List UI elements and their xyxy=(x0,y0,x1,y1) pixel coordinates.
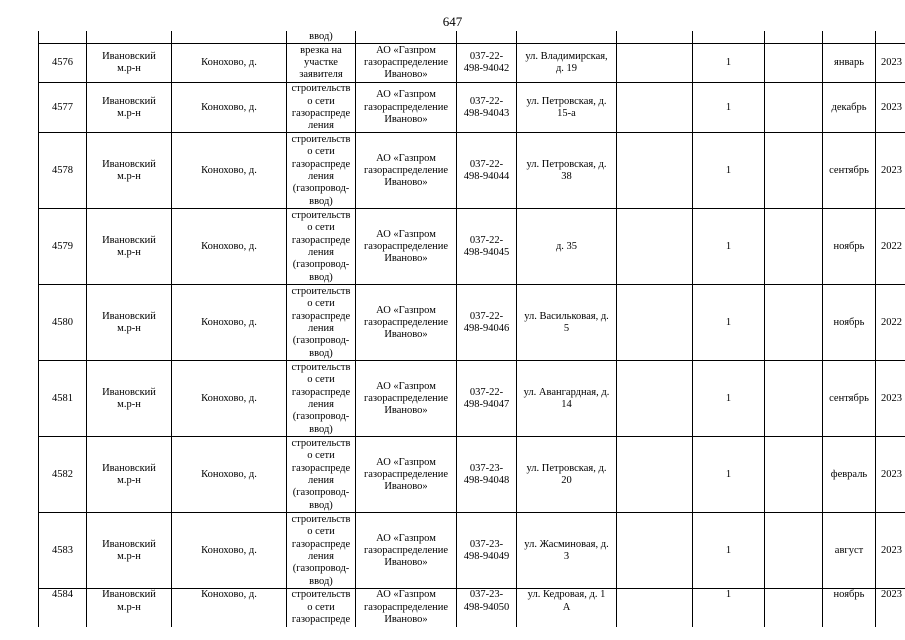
cell-district: Ивановский м.р-н xyxy=(87,513,172,589)
cell-qty: 1 xyxy=(693,285,765,361)
cell-address: ул. Петровская, д. 38 xyxy=(517,133,617,209)
cell-locality: Конохово, д. xyxy=(172,513,287,589)
cell-year: 2023 xyxy=(876,589,905,628)
table-row xyxy=(39,44,905,83)
cell-org: АО «Газпром газораспределение Иваново» xyxy=(356,285,457,361)
cell-org: АО «Газпром газораспределение Иваново» xyxy=(356,83,457,133)
cell-month: август xyxy=(823,513,876,589)
cell-address: ул. Кедровая, д. 1 А xyxy=(517,589,617,628)
cell-num: 4578 xyxy=(39,133,87,209)
cell-work: строительств о сети газораспреде xyxy=(287,589,356,628)
cell-code: 037-23- 498-94050 xyxy=(457,589,517,628)
cell-code: 037-22- 498-94045 xyxy=(457,209,517,285)
table-row xyxy=(39,209,905,285)
cell-empty xyxy=(617,44,693,83)
cell-year: 2022 xyxy=(876,285,905,361)
cell-address: ул. Петровская, д. 15-а xyxy=(517,83,617,133)
cell-qty: 1 xyxy=(693,83,765,133)
cell-month: ноябрь xyxy=(823,285,876,361)
continuation-row xyxy=(39,31,905,44)
cell-org: АО «Газпром газораспределение Иваново» xyxy=(356,209,457,285)
cell-org: АО «Газпром газораспределение Иваново» xyxy=(356,133,457,209)
cell-month: сентябрь xyxy=(823,133,876,209)
cell-year: 2022 xyxy=(876,209,905,285)
cell-work: строительств о сети газораспреде ления (газопровод- ввод) xyxy=(287,209,356,285)
cell-address: д. 35 xyxy=(517,209,617,285)
page-number: 647 xyxy=(442,14,463,29)
cell-num: 4577 xyxy=(39,83,87,133)
table-row xyxy=(39,83,905,133)
cell-locality: Конохово, д. xyxy=(172,44,287,83)
cell-code: 037-23- 498-94048 xyxy=(457,437,517,513)
cell-district: Ивановский м.р-н xyxy=(87,437,172,513)
cell-org: АО «Газпром газораспределение Иваново» xyxy=(356,589,457,628)
cell-work: строительств о сети газораспреде ления (газопровод- ввод) xyxy=(287,133,356,209)
cell-code: 037-22- 498-94047 xyxy=(457,361,517,437)
cell-code: 037-23- 498-94049 xyxy=(457,513,517,589)
cell-year: 2023 xyxy=(876,44,905,83)
cell-code: 037-22- 498-94046 xyxy=(457,285,517,361)
cell-empty xyxy=(617,83,693,133)
cell-locality: Конохово, д. xyxy=(172,133,287,209)
cell-qty: 1 xyxy=(693,361,765,437)
cell-work: строительств о сети газораспреде ления (газопровод- ввод) xyxy=(287,285,356,361)
cell-empty xyxy=(765,361,823,437)
cell-org: АО «Газпром газораспределение Иваново» xyxy=(356,513,457,589)
cell-year: 2023 xyxy=(876,133,905,209)
cell-locality: Конохово, д. xyxy=(172,209,287,285)
cell-locality: Конохово, д. xyxy=(172,83,287,133)
cell-district: Ивановский м.р-н xyxy=(87,285,172,361)
table-row xyxy=(39,437,905,513)
cell-address: ул. Жасминовая, д. 3 xyxy=(517,513,617,589)
cell-district: Ивановский м.р-н xyxy=(87,209,172,285)
cell-code: 037-22- 498-94043 xyxy=(457,83,517,133)
cell-qty: 1 xyxy=(693,209,765,285)
cell-month: февраль xyxy=(823,437,876,513)
cell-num: 4583 xyxy=(39,513,87,589)
cell-year: 2023 xyxy=(876,513,905,589)
cell-num: 4582 xyxy=(39,437,87,513)
table-body xyxy=(39,31,905,627)
cell-code: 037-22- 498-94044 xyxy=(457,133,517,209)
cell-num: 4576 xyxy=(39,44,87,83)
data-table xyxy=(38,31,905,627)
cell-empty xyxy=(765,285,823,361)
cell-year: 2023 xyxy=(876,361,905,437)
cell-work: строительств о сети газораспреде ления (газопровод- ввод) xyxy=(287,513,356,589)
cell-qty: 1 xyxy=(693,44,765,83)
cell-year: 2023 xyxy=(876,83,905,133)
cell-qty: 1 xyxy=(693,589,765,628)
cell-locality: Конохово, д. xyxy=(172,589,287,628)
cell-address: ул. Васильковая, д. 5 xyxy=(517,285,617,361)
continuation-cell: ввод) xyxy=(287,31,356,44)
cell-month: январь xyxy=(823,44,876,83)
cell-district: Ивановский м.р-н xyxy=(87,44,172,83)
cell-empty xyxy=(617,361,693,437)
cell-qty: 1 xyxy=(693,437,765,513)
cell-org: АО «Газпром газораспределение Иваново» xyxy=(356,44,457,83)
cell-org: АО «Газпром газораспределение Иваново» xyxy=(356,437,457,513)
cell-year: 2023 xyxy=(876,437,905,513)
cell-empty xyxy=(765,589,823,628)
cell-address: ул. Владимирская, д. 19 xyxy=(517,44,617,83)
cell-month: ноябрь xyxy=(823,589,876,628)
cell-work: врезка на участке заявителя xyxy=(287,44,356,83)
cell-empty xyxy=(617,513,693,589)
cell-empty xyxy=(765,437,823,513)
cell-empty xyxy=(617,209,693,285)
cell-district: Ивановский м.р-н xyxy=(87,589,172,628)
cell-month: декабрь xyxy=(823,83,876,133)
cell-code: 037-22- 498-94042 xyxy=(457,44,517,83)
cell-locality: Конохово, д. xyxy=(172,437,287,513)
cell-district: Ивановский м.р-н xyxy=(87,83,172,133)
cell-empty xyxy=(765,209,823,285)
cell-locality: Конохово, д. xyxy=(172,361,287,437)
cell-qty: 1 xyxy=(693,133,765,209)
cell-work: строительств о сети газораспреде ления (газопровод- ввод) xyxy=(287,437,356,513)
table-row xyxy=(39,133,905,209)
cell-district: Ивановский м.р-н xyxy=(87,361,172,437)
cell-num: 4579 xyxy=(39,209,87,285)
cell-empty xyxy=(617,285,693,361)
table-row xyxy=(39,513,905,589)
cell-empty xyxy=(765,513,823,589)
cell-empty xyxy=(617,589,693,628)
cell-district: Ивановский м.р-н xyxy=(87,133,172,209)
table-row xyxy=(39,285,905,361)
cell-month: сентябрь xyxy=(823,361,876,437)
cell-locality: Конохово, д. xyxy=(172,285,287,361)
cell-address: ул. Авангардная, д. 14 xyxy=(517,361,617,437)
cell-empty xyxy=(765,83,823,133)
cell-empty xyxy=(765,44,823,83)
cell-work: строительств о сети газораспреде ления xyxy=(287,83,356,133)
cell-empty xyxy=(765,133,823,209)
cell-address: ул. Петровская, д. 20 xyxy=(517,437,617,513)
cell-work: строительств о сети газораспреде ления (газопровод- ввод) xyxy=(287,361,356,437)
cell-org: АО «Газпром газораспределение Иваново» xyxy=(356,361,457,437)
cell-empty xyxy=(617,133,693,209)
cell-month: ноябрь xyxy=(823,209,876,285)
cell-num: 4580 xyxy=(39,285,87,361)
cell-empty xyxy=(617,437,693,513)
cell-num: 4581 xyxy=(39,361,87,437)
cell-num: 4584 xyxy=(39,589,87,628)
table-row xyxy=(39,361,905,437)
cell-qty: 1 xyxy=(693,513,765,589)
table-row xyxy=(39,589,905,628)
